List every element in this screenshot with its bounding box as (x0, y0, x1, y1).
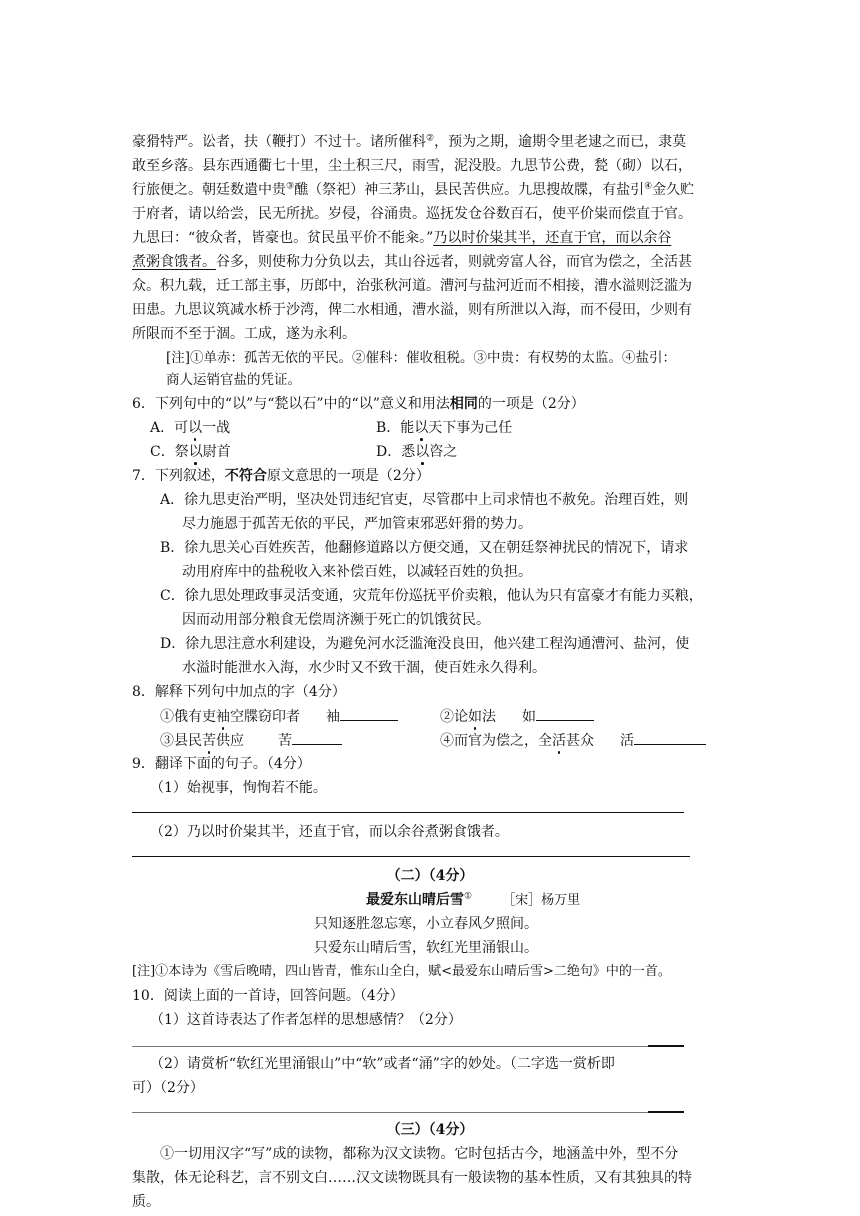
question-9-stem: 9．翻译下面的句子。（4分） (132, 756, 311, 772)
question-6-option-b: B．能以天下事为己任 (376, 420, 513, 436)
question-7-option-a: A．徐九思吏治严明，坚决处罚违纪官吏，尽管郡中上司求情也不赦免。治理百姓，则 (160, 492, 689, 508)
answer-blank[interactable] (340, 706, 398, 721)
underlined-sentence: 乃以时价粜其半，还直于官，而以余谷 (433, 230, 672, 246)
answer-blank[interactable] (634, 730, 706, 745)
passage-line: 田患。九思议筑减水桥于沙湾，俾二水相通，漕水溢，则有所泄以入海，而不侵田，少则有 (132, 302, 692, 318)
question-10-sub-2-cont: 可）（2分） (132, 1080, 204, 1096)
section-3-paragraph-line: 质。 (132, 1194, 160, 1210)
question-8-item-3: ③县民苦供应 苦 (160, 730, 342, 751)
answer-line-end (648, 1111, 684, 1113)
section-2-heading: （二）（4分） (386, 868, 474, 884)
section-3-paragraph-line: ①一切用汉字“写”成的读物，都称为汉文读物。它时包括古今，地涵盖中外，型不分 (160, 1146, 679, 1162)
question-7-option-d-cont: 水溢时能泄水入海，水少时又不致干涸，使百姓永久得利。 (182, 660, 546, 676)
section-3-paragraph-line: 集散，体无论科艺，言不别文白……汉文读物既具有一般读物的基本性质，又有其独具的特 (132, 1170, 692, 1186)
question-7-stem: 7．下列叙述，不符合原文意思的一项是（2分） (132, 468, 430, 484)
passage-line: 众。积九载，迁工部主事，历郎中，治张秋河道。漕河与盐河近而不相接，漕水溢则泛滥为 (132, 278, 692, 294)
passage-line: 行旅便之。朝廷数遣中贵③醮（祭祀）神三茅山，县民苦供应。九思搜故牒，有盐引④金久贮 (132, 181, 695, 198)
poem-title-row: 最爱东山晴后雪① ［宋］杨万里 (366, 891, 581, 908)
question-8-item-2: ②论如法 如 (440, 706, 594, 727)
underlined-sentence: 煮粥食饿者。 (132, 254, 216, 270)
passage-line: 敢至乡落。县东西通衢七十里，尘土积三尺，雨雪，泥没股。九思节公费，甃（砌）以石， (132, 158, 692, 174)
question-8-stem: 8．解释下列句中加点的字（4分） (132, 684, 346, 700)
answer-line[interactable] (132, 1046, 684, 1047)
answer-line-end (648, 1045, 684, 1047)
question-8-item-4: ④而官为偿之，全活甚众 活 (440, 730, 706, 751)
question-7-option-c: C．徐九思处理政事灵活变通，灾荒年份巡抚平价卖粮，他认为只有富豪才有能力买粮， (160, 588, 703, 604)
poem-line-1: 只知逐胜忽忘寒，小立春风夕照间。 (314, 916, 538, 932)
question-6-option-d: D．悉以咨之 (376, 444, 458, 460)
question-10-sub-2: （2）请赏析“软红光里涌银山”中“软”或者“涌”字的妙处。（二字选一赏析即 (150, 1056, 615, 1072)
answer-blank[interactable] (536, 706, 594, 721)
question-9-sentence-1: （1）始视事，恂恂若不能。 (150, 780, 327, 796)
answer-blank[interactable] (292, 730, 342, 745)
question-10-stem: 10．阅读上面的一首诗，回答问题。（4分） (132, 988, 404, 1004)
passage-line: 煮粥食饿者。谷多，则使称力分负以去，其山谷远者，则就旁富人谷，而官为偿之，全活甚 (132, 254, 692, 270)
question-9-sentence-2: （2）乃以时价粜其半，还直于官，而以余谷煮粥食饿者。 (150, 824, 509, 840)
answer-line[interactable] (132, 1112, 684, 1113)
question-7-option-c-cont: 因而动用部分粮食无偿周济濒于死亡的饥饿贫民。 (182, 612, 490, 628)
section-3-heading: （三）（4分） (386, 1122, 474, 1138)
passage-line: 于府者，请以给尝，民无所扰。岁侵，谷涌贵。巡抚发仓谷数百石，使平价粜而偿直于官。 (132, 206, 692, 222)
question-7-option-b-cont: 动用府库中的盐税收入来补偿百姓，以减轻百姓的负担。 (182, 564, 532, 580)
poem-author: ［宋］杨万里 (502, 893, 581, 908)
passage-line: 九思曰：“彼众者，皆豪也。贫民虽平价不能籴。”乃以时价粜其半，还直于官，而以余谷 (132, 230, 672, 246)
poem-line-2: 只爱东山晴后雪，软红光里涌银山。 (314, 940, 538, 956)
question-7-option-b: B．徐九思关心百姓疾苦，他翻修道路以方便交通，又在朝廷祭神扰民的情况下，请求 (160, 540, 689, 556)
passage-notes-line2: 商人运销官盐的凭证。 (166, 372, 301, 388)
question-7-option-a-cont: 尽力施恩于孤苦无依的平民，严加管束邪恶奸猾的势力。 (182, 516, 532, 532)
question-6-option-c: C．祭以尉首 (150, 444, 231, 460)
question-7-option-d: D．徐九思注意水利建设，为避免河水泛滥淹没良田，他兴建工程沟通漕河、盐河，使 (160, 636, 690, 652)
passage-line: 所限而不至于涸。工成，遂为永利。 (132, 326, 356, 342)
passage-notes-line1: [注]①单赤：孤苦无依的平民。②催科：催收租税。③中贵：有权势的太监。④盐引： (166, 350, 677, 366)
question-10-sub-1: （1）这首诗表达了作者怎样的思想感情？（2分） (150, 1012, 462, 1028)
poem-note: [注]①本诗为《雪后晚晴，四山皆青，惟东山全白，赋<最爱东山晴后雪>二绝句》中的一首。 (132, 964, 671, 979)
poem-title: 最爱东山晴后雪 (366, 892, 464, 908)
question-6-option-a: A．可以一战 (150, 420, 231, 436)
question-8-item-1: ①俄有吏袖空牒窃印者 袖 (160, 706, 398, 727)
answer-line[interactable] (132, 812, 684, 813)
answer-line[interactable] (132, 856, 690, 857)
passage-line: 豪猾特严。讼者，扶（鞭打）不过十。诸所催科②，预为之期，逾期令里老逮之而已，隶莫 (132, 133, 687, 150)
question-6-stem: 6．下列句中的“以”与“甃以石”中的“以”意义和用法相同的一项是（2分） (132, 396, 585, 412)
